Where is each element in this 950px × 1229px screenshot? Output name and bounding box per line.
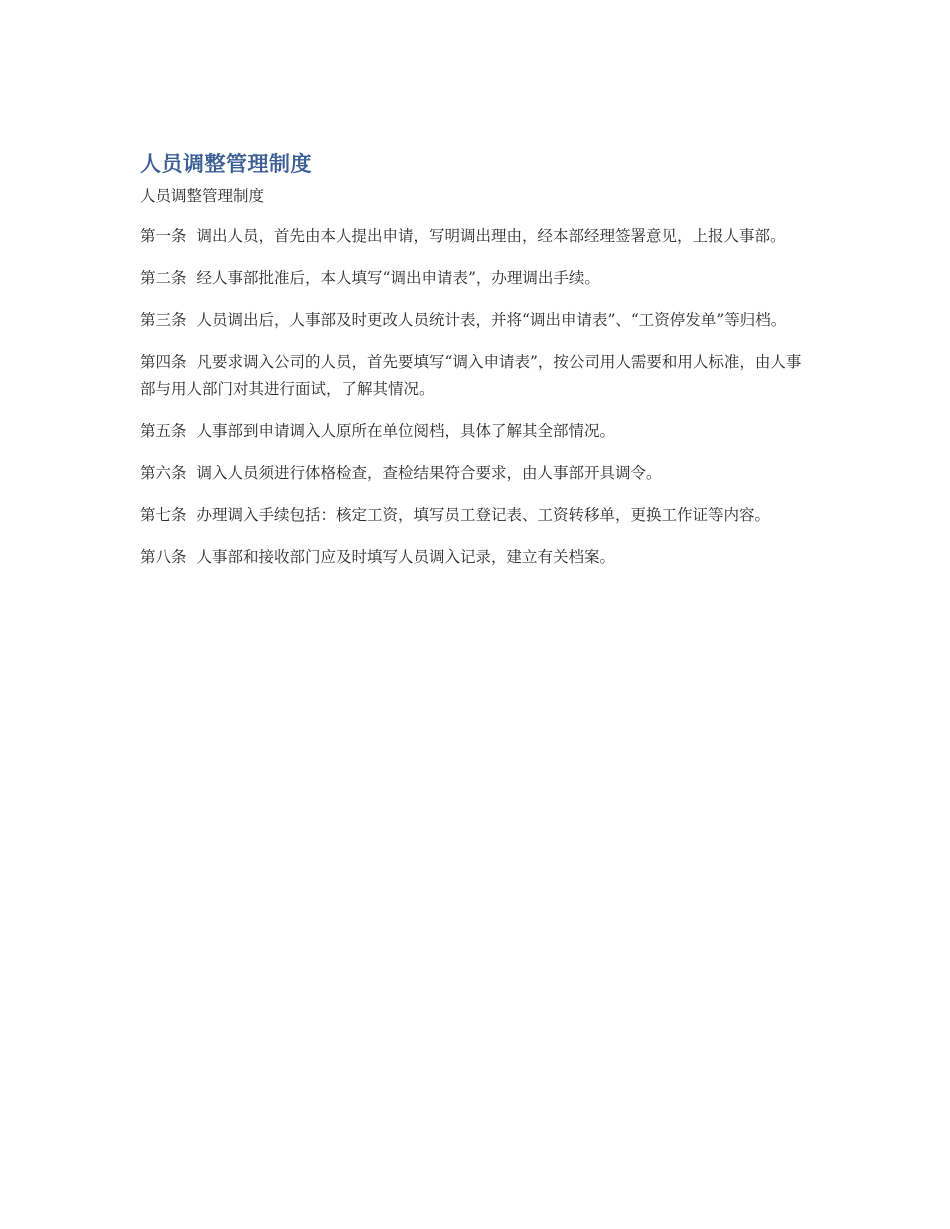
article-number: 第七条 <box>140 506 187 524</box>
document-page <box>140 146 802 586</box>
article-text: 调出人员，首先由本人提出申请，写明调出理由，经本部经理签署意见，上报人事部。 <box>196 227 786 245</box>
article-number: 第八条 <box>140 548 187 566</box>
article-text: 人员调出后，人事部及时更改人员统计表，并将“调出申请表”、“工资停发单”等归档。 <box>196 311 787 329</box>
article-3 <box>140 307 802 334</box>
article-4 <box>140 349 802 403</box>
document-title: 人员调整管理制度 <box>140 152 312 176</box>
article-number: 第二条 <box>140 269 187 287</box>
article-text: 经人事部批准后，本人填写“调出申请表”，办理调出手续。 <box>196 269 600 287</box>
article-1 <box>140 223 802 250</box>
article-list <box>140 223 802 571</box>
article-text: 凡要求调入公司的人员，首先要填写“调入申请表”，按公司用人需要和用人标准，由人事部与用人部门对其进行面试，了解其情况。 <box>140 353 802 398</box>
article-5 <box>140 418 802 445</box>
article-number: 第六条 <box>140 464 187 482</box>
article-text: 办理调入手续包括：核定工资，填写员工登记表、工资转移单，更换工作证等内容。 <box>196 506 771 524</box>
article-text: 调入人员须进行体格检查，查检结果符合要求，由人事部开具调令。 <box>196 464 662 482</box>
article-number: 第三条 <box>140 311 187 329</box>
article-7 <box>140 502 802 529</box>
article-text: 人事部和接收部门应及时填写人员调入记录，建立有关档案。 <box>196 548 616 566</box>
article-8 <box>140 544 802 571</box>
article-number: 第五条 <box>140 422 187 440</box>
article-number: 第四条 <box>140 353 187 371</box>
article-number: 第一条 <box>140 227 187 245</box>
article-text: 人事部到申请调入人原所在单位阅档，具体了解其全部情况。 <box>196 422 616 440</box>
article-6 <box>140 460 802 487</box>
document-subtitle: 人员调整管理制度 <box>140 187 265 205</box>
article-2 <box>140 265 802 292</box>
